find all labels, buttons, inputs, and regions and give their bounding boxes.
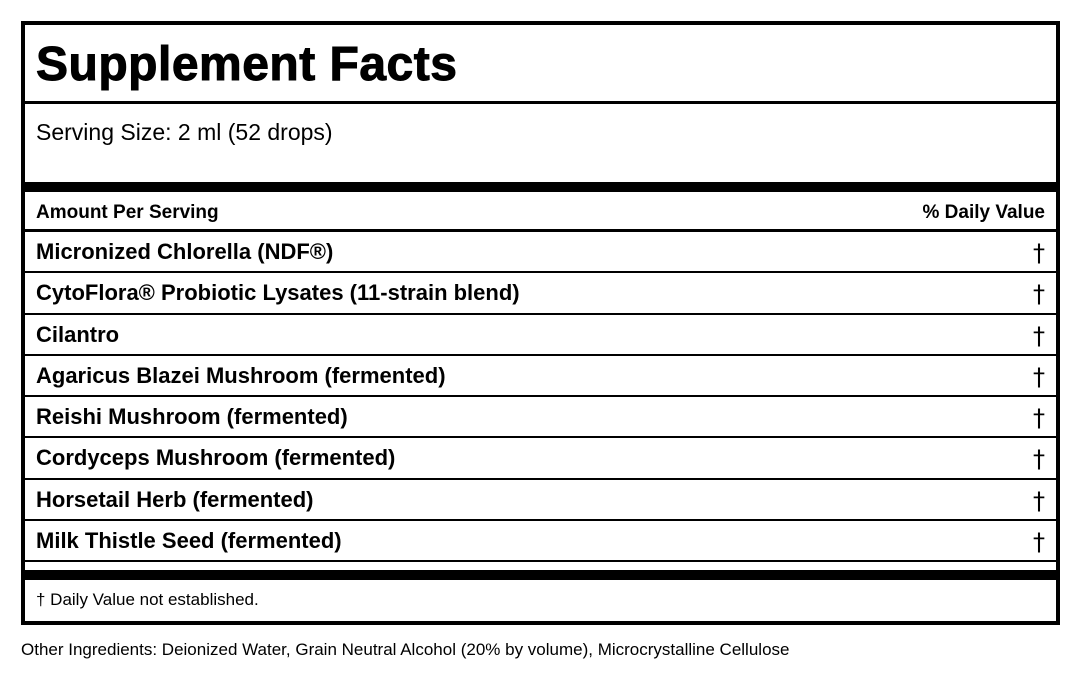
daily-value-header: % Daily Value	[922, 202, 1045, 223]
thick-divider-top	[25, 182, 1056, 192]
ingredient-name: Reishi Mushroom (fermented)	[36, 404, 348, 430]
ingredient-name: CytoFlora® Probiotic Lysates (11-strain blend)	[36, 280, 520, 306]
column-header-row	[25, 192, 1056, 232]
ingredient-dv: †	[1033, 404, 1045, 433]
ingredient-name: Cilantro	[36, 321, 120, 347]
amount-per-serving-header: Amount Per Serving	[36, 202, 219, 223]
ingredient-row	[25, 521, 1056, 562]
ingredient-row	[25, 397, 1056, 438]
ingredient-row	[25, 480, 1056, 521]
serving-size: Serving Size: 2 ml (52 drops)	[36, 119, 333, 145]
ingredient-row	[25, 315, 1056, 356]
ingredient-name: Cordyceps Mushroom (fermented)	[36, 445, 396, 471]
ingredient-name: Horsetail Herb (fermented)	[36, 486, 314, 512]
ingredient-dv: †	[1033, 528, 1045, 557]
ingredient-row	[25, 356, 1056, 397]
ingredient-list	[25, 232, 1056, 562]
daily-value-footnote: † Daily Value not established.	[36, 590, 259, 609]
ingredient-dv: †	[1033, 445, 1045, 474]
ingredient-dv: †	[1033, 280, 1045, 309]
other-ingredients: Other Ingredients: Deionized Water, Grain Neutral Alcohol (20% by volume), Microcrystalline Cellulose	[21, 640, 790, 659]
title-section	[25, 25, 1056, 104]
panel-title: Supplement Facts	[36, 38, 458, 91]
ingredient-dv: †	[1033, 321, 1045, 350]
ingredient-dv: †	[1033, 239, 1045, 267]
ingredient-name: Milk Thistle Seed (fermented)	[36, 528, 342, 554]
ingredient-name: Micronized Chlorella (NDF®)	[36, 239, 334, 264]
ingredient-dv: †	[1033, 486, 1045, 515]
thick-divider-bottom	[25, 570, 1056, 580]
ingredient-row	[25, 438, 1056, 479]
supplement-facts-panel	[21, 21, 1060, 625]
ingredient-row	[25, 273, 1056, 314]
ingredient-name: Agaricus Blazei Mushroom (fermented)	[36, 362, 446, 388]
ingredient-row	[25, 232, 1056, 273]
ingredient-dv: †	[1033, 362, 1045, 391]
